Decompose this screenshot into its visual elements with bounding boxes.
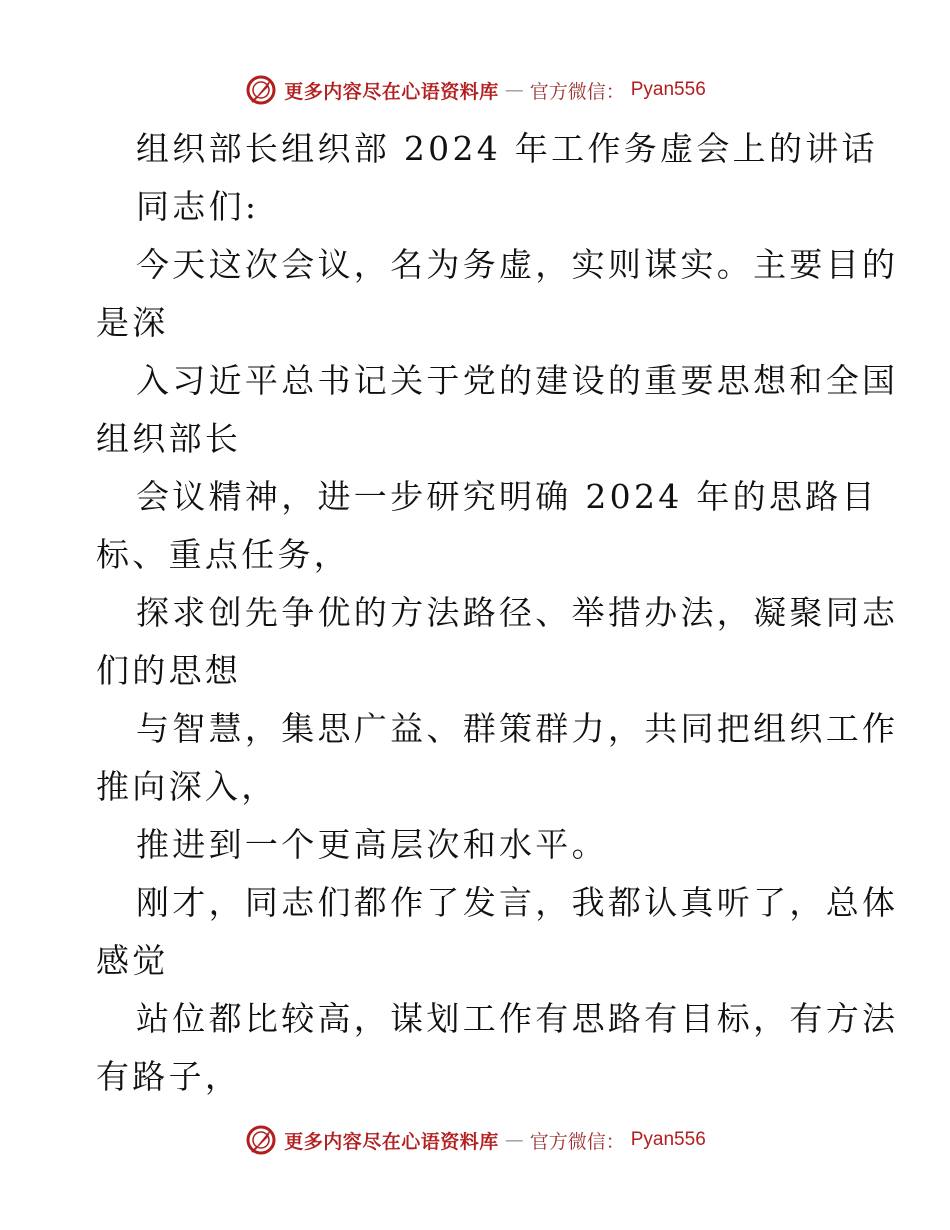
paragraph-line: 组织部长 xyxy=(96,419,242,458)
footer-banner-wechat-id: Pyan556 xyxy=(630,1129,706,1150)
header-banner xyxy=(0,70,950,110)
paragraph-line: 推向深入， xyxy=(96,767,278,806)
footer-banner-separator: — xyxy=(504,1129,524,1151)
paragraph-line: 推进到一个更高层次和水平。 xyxy=(136,825,608,864)
document-body xyxy=(96,120,899,1106)
document-title: 组织部长组织部 2024 年工作务虚会上的讲话 xyxy=(136,129,878,168)
paragraph-line: 感觉 xyxy=(96,941,169,980)
paragraph-line: 们的思想 xyxy=(96,651,242,690)
header-banner-main-text: 更多内容尽在心语资料库 xyxy=(284,80,499,103)
footer-banner-inner xyxy=(244,1123,706,1157)
paragraph-line: 探求创先争优的方法路径、举措办法，凝聚同志 xyxy=(136,593,899,632)
header-banner-wechat-id: Pyan556 xyxy=(630,79,706,100)
header-banner-separator: — xyxy=(504,79,524,101)
paragraph-line: 入习近平总书记关于党的建设的重要思想和全国 xyxy=(136,361,899,400)
header-banner-label: 官方微信： xyxy=(529,80,625,103)
paragraph-line: 站位都比较高，谋划工作有思路有目标，有方法 xyxy=(136,999,899,1038)
paragraph-line: 会议精神，进一步研究明确 2024 年的思路目 xyxy=(136,477,878,516)
paragraph-line: 是深 xyxy=(96,303,169,342)
paragraph-line: 有路子， xyxy=(96,1057,242,1096)
header-banner-inner xyxy=(244,73,706,107)
footer-banner xyxy=(0,1120,950,1160)
footer-banner-label: 官方微信： xyxy=(529,1130,625,1153)
paragraph-line: 刚才，同志们都作了发言，我都认真听了，总体 xyxy=(136,883,899,922)
quill-pen-logo-icon xyxy=(244,73,278,107)
paragraph-line: 与智慧，集思广益、群策群力，共同把组织工作 xyxy=(136,709,899,748)
paragraph-line: 今天这次会议，名为务虚，实则谋实。主要目的 xyxy=(136,245,899,284)
salutation: 同志们: xyxy=(136,187,260,226)
footer-banner-main-text: 更多内容尽在心语资料库 xyxy=(284,1130,499,1153)
quill-pen-logo-icon xyxy=(244,1123,278,1157)
paragraph-line: 标、重点任务， xyxy=(96,535,351,574)
